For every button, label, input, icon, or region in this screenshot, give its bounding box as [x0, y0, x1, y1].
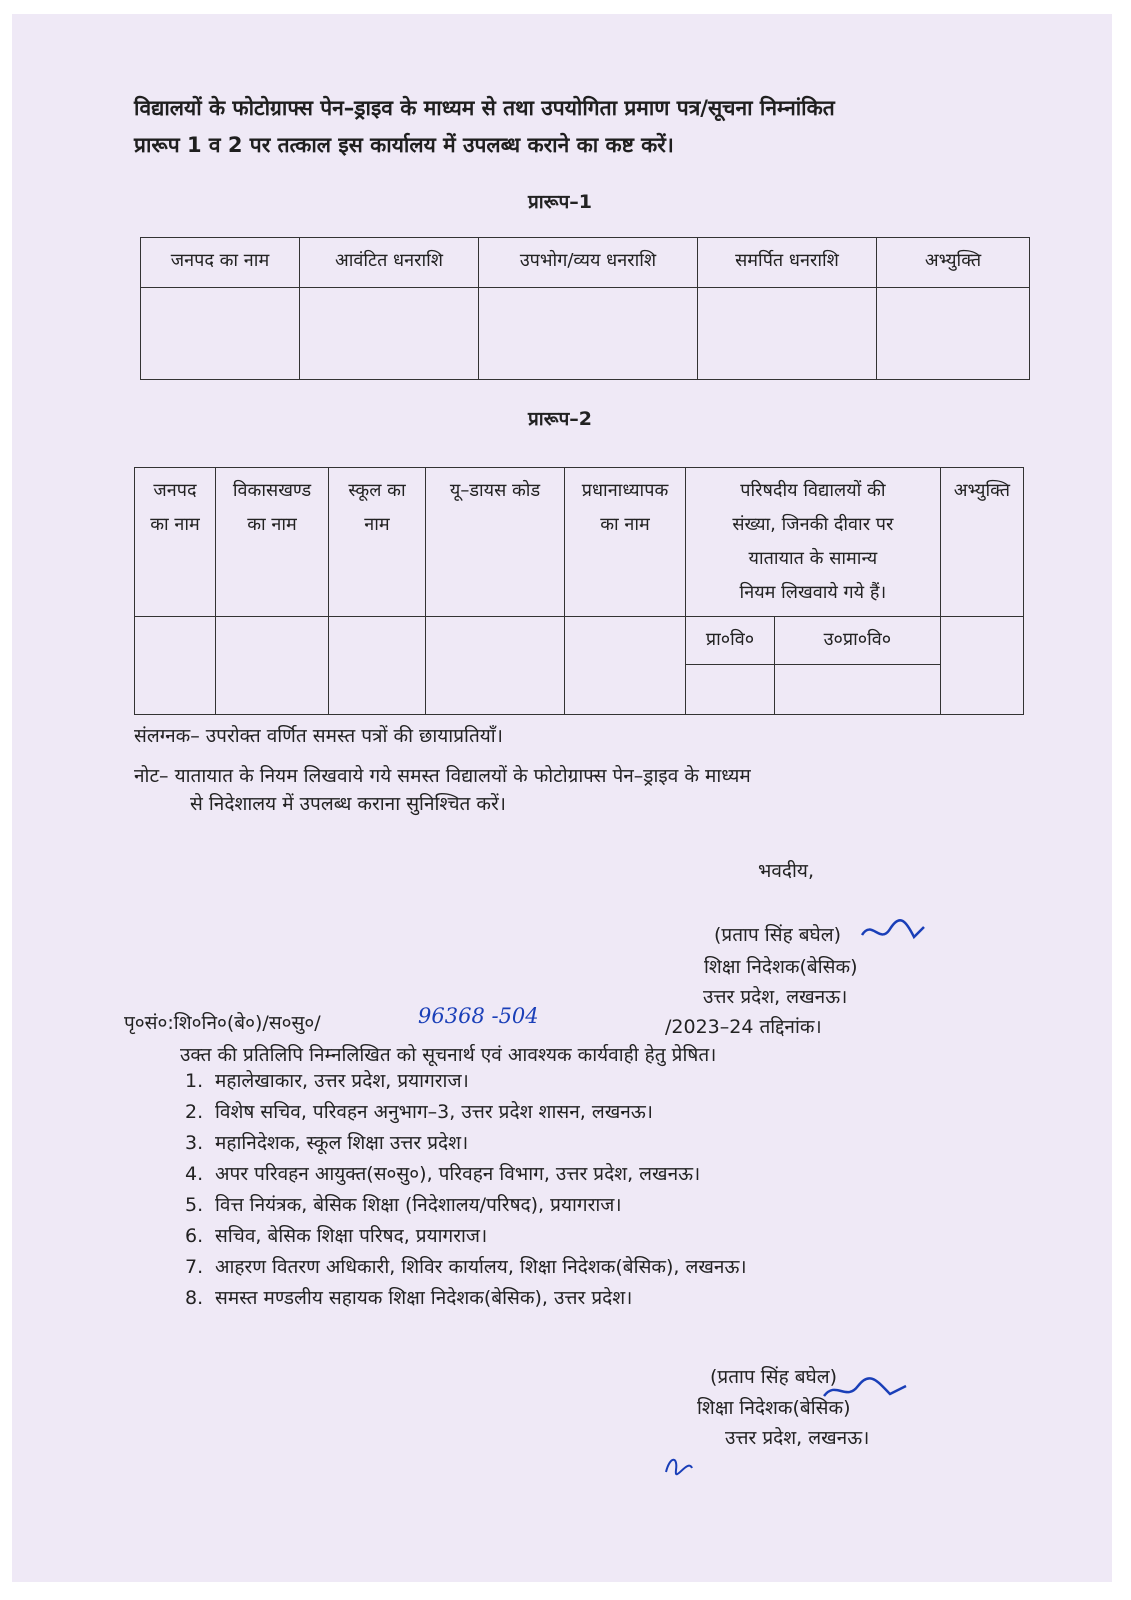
form1-header-allotted: आवंटित धनराशि [300, 238, 479, 288]
form2-subheader-upper-primary: उ०प्रा०वि० [775, 617, 941, 665]
form1-cell [300, 288, 479, 380]
form1-cell [141, 288, 300, 380]
form2-header-district: जनपद का नाम [135, 468, 216, 617]
initials-scribble-icon [662, 1450, 696, 1484]
form1-header-remarks: अभ्युक्ति [877, 238, 1030, 288]
signature1-name: (प्रताप सिंह बघेल) [714, 924, 842, 946]
intro-paragraph [134, 90, 1034, 164]
intro-line-1: विद्यालयों के फोटोग्राफ्स पेन–ड्राइव के माध्यम से तथा उपयोगिता प्रमाण पत्र/सूचना निम्नांकित [134, 96, 835, 120]
form1-header-district: जनपद का नाम [141, 238, 300, 288]
form1-header-expense: उपभोग/व्यय धनराशि [479, 238, 698, 288]
list-item: 4. अपर परिवहन आयुक्त(स०सु०), परिवहन विभाग, उत्तर प्रदेश, लखनऊ। [185, 1163, 701, 1185]
list-item: 6. सचिव, बेसिक शिक्षा परिषद, प्रयागराज। [185, 1225, 488, 1247]
signature1-scribble-icon [858, 915, 928, 955]
signature2-designation: शिक्षा निदेशक(बेसिक) [697, 1397, 851, 1419]
form1-cell [479, 288, 698, 380]
list-item: 7. आहरण वितरण अधिकारी, शिविर कार्यालय, शिक्षा निदेशक(बेसिक), लखनऊ। [185, 1256, 747, 1278]
form2-cell [329, 617, 426, 715]
form2-cell [216, 617, 329, 715]
list-item: 5. वित्त नियंत्रक, बेसिक शिक्षा (निदेशालय/परिषद), प्रयागराज। [185, 1194, 622, 1216]
signature2-name: (प्रताप सिंह बघेल) [710, 1366, 838, 1388]
list-item: 2. विशेष सचिव, परिवहन अनुभाग–3, उत्तर प्रदेश शासन, लखनऊ। [185, 1101, 653, 1123]
form2-heading: प्रारूप–2 [527, 408, 592, 430]
reference-suffix: /2023–24 तद्दिनांक। [665, 1016, 822, 1038]
signature2-place: उत्तर प्रदेश, लखनऊ। [725, 1427, 870, 1449]
list-item: 8. समस्त मण्डलीय सहायक शिक्षा निदेशक(बेसिक), उत्तर प्रदेश। [185, 1287, 633, 1309]
form2-cell [565, 617, 686, 715]
form1-cell [877, 288, 1030, 380]
note-line-1: नोट– यातायात के नियम लिखवाये गये समस्त विद्यालयों के फोटोग्राफ्स पेन–ड्राइव के माध्यम [134, 765, 751, 787]
form2-table [134, 467, 1024, 715]
form2-cell [135, 617, 216, 715]
form2-cell [426, 617, 565, 715]
form2-cell [775, 665, 941, 715]
reference-prefix: पृ०सं०:शि०नि०(बे०)/स०सु०/ [124, 1012, 321, 1034]
form2-header-remarks: अभ्युक्ति [940, 468, 1023, 617]
form2-subheader-primary: प्रा०वि० [686, 617, 775, 665]
note-line-2: से निदेशालय में उपलब्ध कराना सुनिश्चित करें। [190, 793, 506, 815]
form1-heading: प्रारूप–1 [527, 191, 592, 213]
enclosure-line: संलग्नक– उपरोक्त वर्णित समस्त पत्रों की छायाप्रतियाँ। [134, 725, 503, 747]
form2-header-school: स्कूल का नाम [329, 468, 426, 617]
form2-cell [940, 617, 1023, 715]
signature1-designation: शिक्षा निदेशक(बेसिक) [704, 956, 858, 978]
signature1-place: उत्तर प्रदेश, लखनऊ। [703, 986, 848, 1008]
form1-cell [698, 288, 877, 380]
form2-header-udise: यू–डायस कोड [426, 468, 565, 617]
list-item: 3. महानिदेशक, स्कूल शिक्षा उत्तर प्रदेश। [185, 1132, 469, 1154]
reference-handwritten-number: 96368 -504 [418, 1004, 539, 1028]
list-item: 1. महालेखाकार, उत्तर प्रदेश, प्रयागराज। [185, 1070, 469, 1092]
form2-header-headmaster: प्रधानाध्यापक का नाम [565, 468, 686, 617]
copy-intro: उक्त की प्रतिलिपि निम्नलिखित को सूचनार्थ एवं आवश्यक कार्यवाही हेतु प्रेषित। [180, 1044, 717, 1066]
form2-cell [686, 665, 775, 715]
form2-header-school-count: परिषदीय विद्यालयों की संख्या, जिनकी दीवार पर यातायात के सामान्य नियम लिखवाये गये हैं। [686, 468, 941, 617]
intro-line-2: प्रारूप 1 व 2 पर तत्काल इस कार्यालय में उपलब्ध कराने का कष्ट करें। [134, 133, 674, 157]
form2-header-block: विकासखण्ड का नाम [216, 468, 329, 617]
form1-header-surrendered: समर्पित धनराशि [698, 238, 877, 288]
form1-table [140, 237, 1030, 380]
copy-list [185, 1066, 747, 1314]
closing-text: भवदीय, [758, 860, 814, 882]
